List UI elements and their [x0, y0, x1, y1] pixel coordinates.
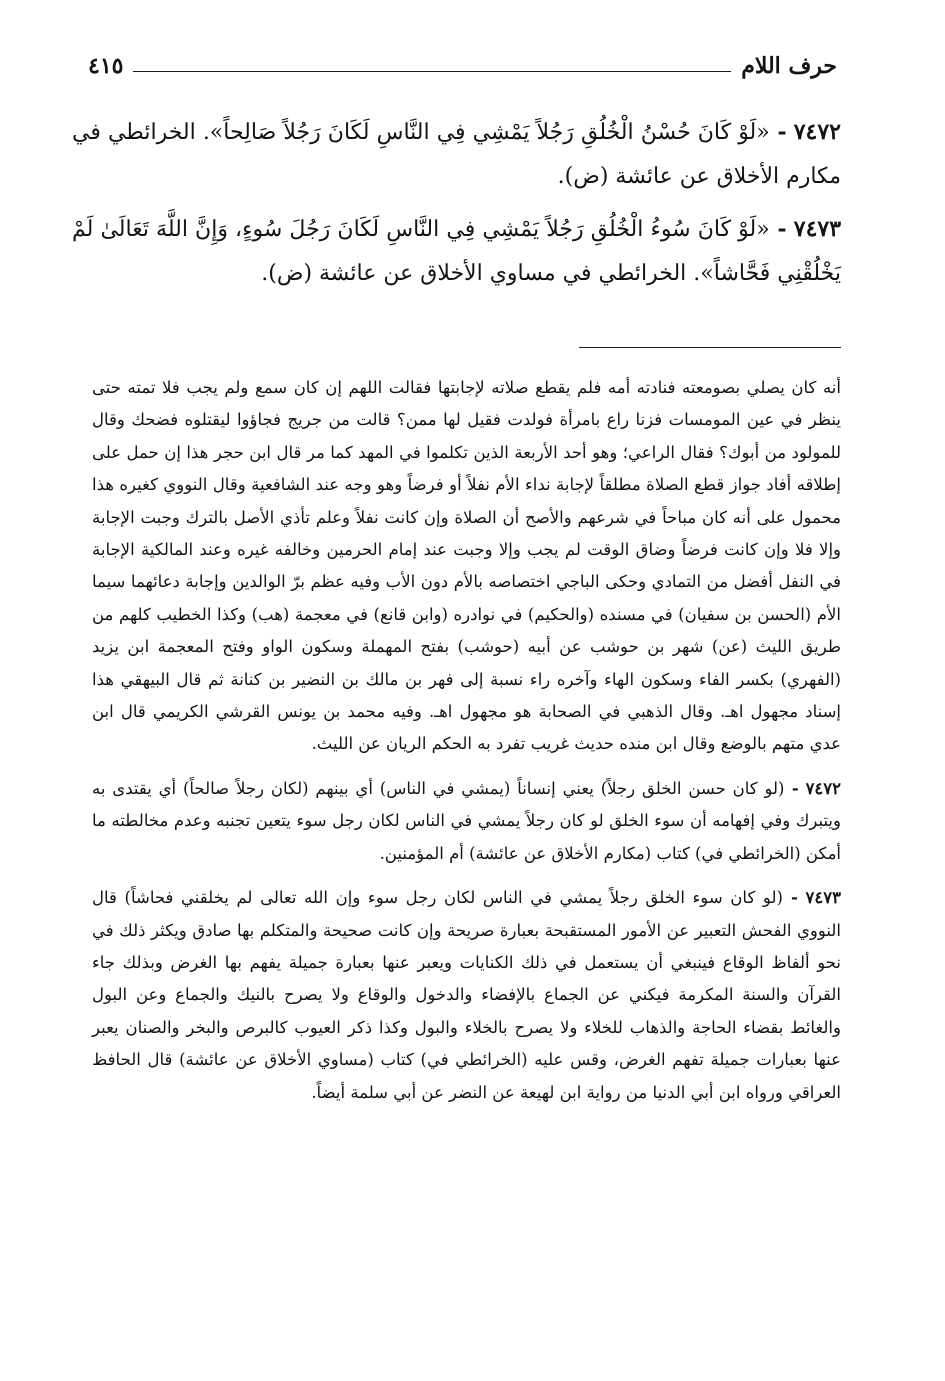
chapter-title: حرف اللام — [741, 53, 837, 79]
header-rule — [133, 71, 731, 72]
hadith-number: ٧٤٧٣ — [793, 216, 842, 242]
entry-dash: - — [769, 119, 787, 145]
commentary-number: ٧٤٧٢ — [805, 778, 842, 798]
commentary-text: (لو كان حسن الخلق رجلاً) يعني إنساناً (يمشي في الناس) أي بينهم (لكان رجلاً صالحاً) أي يقتدى به ويتبرك وفي إفهامه أن سوء الخلق لو كان رجلاً يمشي في الناس لكان رجل سوء يتعين تجنبه وعدم مخالطته ما أمكن (الخرائطي في) كتاب (مكارم الأخلاق عن عائشة) أم المؤمنين. — [92, 778, 841, 863]
entry-dash: - — [782, 888, 798, 908]
hadith-entry — [72, 110, 841, 199]
commentary-entry — [92, 773, 841, 870]
main-text — [72, 110, 841, 304]
entry-dash: - — [769, 216, 787, 242]
commentary-entry — [92, 882, 841, 1109]
commentary-number: ٧٤٧٣ — [805, 888, 841, 908]
entry-dash: - — [784, 778, 799, 798]
hadith-source: الخرائطي في مكارم الأخلاق عن عائشة (ض). — [72, 120, 841, 189]
hadith-entry — [72, 207, 841, 296]
hadith-number: ٧٤٧٢ — [793, 119, 841, 145]
page-number: ٤١٥ — [88, 53, 124, 79]
commentary-continuation: أنه كان يصلي بصومعته فنادته أمه فلم يقطع صلاته لإجابتها فقالت اللهم إن كان سمع ولم يجب فلا تمته حتى ينظر في عين المومسات فزنا راع بامرأة فولدت فقيل لها ممن؟ قالت من جريج فجاؤوا ليقتلوه فضحك وقال للمولود من أبوك؟ فقال الراعي؛ وهو أحد الأربعة الذين تكلموا في المهد كما مر قال ابن حجر هذا إن حمل على إطلاقه أفاد جواز قطع الصلاة مطلقاً لإجابة نداء الأم نفلاً أو فرضاً وهو وجه عند الشافعية وقال النووي كغيره هذا محمول على أنه كان مباحاً في شرعهم والأصح أن الصلاة وإن كانت نفلاً وعلم تأذي الأصل بالترك وجبت الإجابة وإلا فلا وإن كانت فرضاً وضاق الوقت لم يجب وإلا وجبت عند إمام الحرمين وخالفه غيره وعند المالكية الإجابة في النفل أفضل من التمادي وحكى الباجي اختصاصه بالأم دون الأب وفيه عظم برّ الوالدين وإجابة دعائهما سيما الأم (الحسن بن سفيان) في مسنده (والحكيم) في نوادره (وابن قانع) في معجمة (هب) وكذا الخطيب كلهم من طريق الليث (عن) شهر بن حوشب عن أبيه (حوشب) بفتح المهملة وسكون الواو وفتح المعجمة ابن يزيد (الفهري) بكسر الفاء وسكون الهاء وآخره راء نسبة إلى فهر بن مالك بن النضير بن كنانة ثم قال البيهقي هذا إسناد مجهول اهـ. وقال الذهبي في الصحابة هو مجهول اهـ. وفيه محمد بن يونس القرشي الكريمي قال ابن عدي متهم بالوضع وقال ابن منده حديث غريب تفرد به الحكم الريان عن الليث. — [92, 378, 841, 754]
hadith-source: الخرائطي في مساوي الأخلاق عن عائشة (ض). — [261, 261, 687, 286]
hadith-text: «لَوْ كَانَ حُسْنُ الْخُلُقِ رَجُلاً يَمْشِي فِي النَّاسِ لَكَانَ رَجُلاً صَالِحاً». — [202, 120, 770, 145]
commentary — [92, 372, 841, 1121]
hadith-text: «لَوْ كَانَ سُوءُ الْخُلُقِ رَجُلاً يَمْشِي فِي النَّاسِ لَكَانَ رَجُلَ سُوءٍ، وَإِنَّ اللَّهَ تَعَالَىٰ لَمْ يَخْلُقْنِي فَحَّاشاً». — [72, 217, 841, 286]
footnote-divider — [579, 347, 841, 348]
commentary-text: (لو كان سوء الخلق رجلاً يمشي في الناس لكان رجل سوء وإن الله تعالى لم يخلقني فحاشاً) قال النووي الفحش التعبير عن الأمور المستقبحة بعبارة صريحة وإن كانت صحيحة والمتكلم بها صادق ويكثر ذلك في نحو ألفاظ الوقاع فينبغي أن يستعمل في ذلك الكنايات ويعبر عنها بعبارة جميلة يفهم بها الغرض وبذلك جاء القرآن والسنة المكرمة فيكني عن الجماع بالإفضاء والدخول والوقاع ولا يصرح بالنيك والجماع وعن البول والغائط بقضاء الحاجة والذهاب للخلاء ولا يصرح بالخلاء والبول وكذا ذكر العيوب كالبرص والبخر والصنان يعبر عنها بعبارات جميلة تفهم الغرض، وقس عليه (الخرائطي في) كتاب (مساوي الأخلاق عن عائشة) قال الحافظ العراقي ورواه ابن أبي الدنيا من رواية ابن لهيعة عن النضر عن أبي سلمة أيضاً. — [92, 888, 841, 1102]
page-header — [88, 46, 837, 86]
